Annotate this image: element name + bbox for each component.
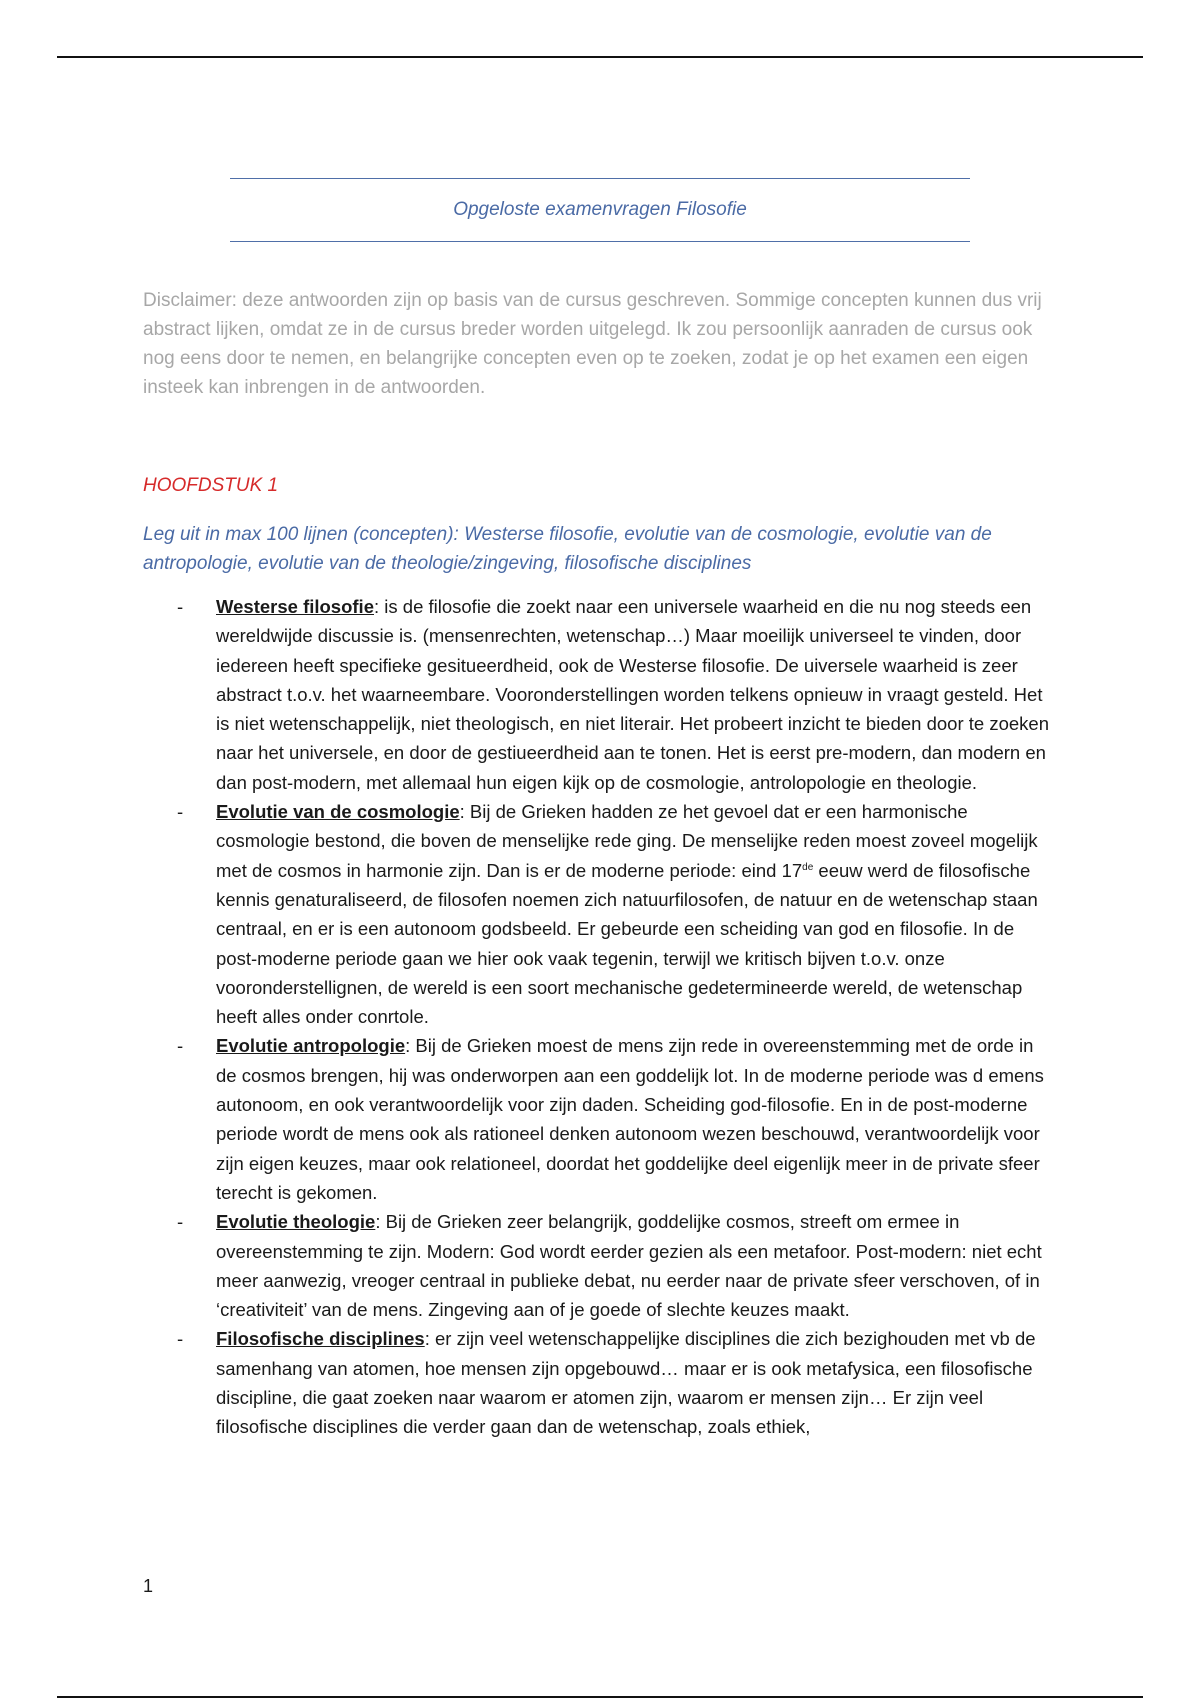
answer-term: Evolutie antropologie xyxy=(216,1035,406,1057)
answer-text: : Bij de Grieken moest de mens zijn rede in overeenstemming met de orde in de cosmos brengen, hij was onderworpen aan een goddelijk lot. In de moderne periode was d emens autonoom, en ook verantwoordelijk voor zijn daden. Scheiding god-filosofie. En in de post-moderne periode wordt de mens ook als rationeel denken autonoom wezen beschouwd, verantwoordelijk voor zijn eigen keuzes, maar ook relationeel, doordat het goddelijke deel eigenlijk meer in de private sfeer terecht is gekomen. xyxy=(216,1035,1044,1203)
answer-term: Westerse filosofie xyxy=(216,596,374,617)
answer-text: : Bij de Grieken hadden ze het gevoel dat er een harmonische cosmologie bestond, die boven de menselijke rede ging. De menselijke reden moest zoveel mogelijk met de cosmos in harmonie zijn. Dan is er de moderne periode: eind 17 xyxy=(216,801,1038,881)
answer-item-evolutie-antropologie xyxy=(143,1031,1058,1207)
exam-question: Leg uit in max 100 lijnen (concepten): Westerse filosofie, evolutie van de cosmologie, evolutie van de antropologie, evolutie van de theologie/zingeving, filosofische disciplines xyxy=(143,524,992,574)
page-bottom-rule xyxy=(57,1696,1143,1698)
ordinal-superscript: de xyxy=(802,861,814,873)
chapter-heading: HOOFDSTUK 1 xyxy=(143,475,279,496)
page-number: 1 xyxy=(143,1576,154,1596)
answer-text: : er zijn veel wetenschappelijke disciplines die zich bezighouden met vb de samenhang van atomen, hoe mensen zijn opgebouwd… maar er is ook metafysica, een filosofische discipline, die gaat zoeken naar waarom er atomen zijn, waarom er mensen zijn… Er zijn veel filosofische disciplines die verder gaan dan de wetenschap, zoals ethiek, xyxy=(216,1328,1036,1438)
answer-term: Filosofische disciplines xyxy=(216,1328,425,1350)
answer-item-evolutie-cosmologie xyxy=(143,797,1058,1031)
answer-item-filosofische-disciplines xyxy=(143,1324,1058,1441)
answer-item-westerse-filosofie xyxy=(143,592,1058,797)
answer-term: Evolutie van de cosmologie xyxy=(216,801,460,823)
bullet-dash: - xyxy=(177,1211,184,1233)
bullet-dash: - xyxy=(177,801,184,823)
answer-text: : Bij de Grieken zeer belangrijk, goddelijke cosmos, streeft om ermee in overeenstemming te zijn. Modern: God wordt eerder gezien als een metafoor. Post-modern: niet echt meer aanwezig, vreoger centraal in publieke debat, nu eerder naar de private sfeer verschoven, of in ‘creativiteit’ van de mens. Zingeving aan of je goede of slechte keuzes maakt. xyxy=(216,1211,1042,1321)
bullet-dash: - xyxy=(177,1328,184,1350)
answer-item-evolutie-theologie xyxy=(143,1207,1058,1324)
page-top-rule xyxy=(57,56,1143,58)
bullet-dash: - xyxy=(177,1035,184,1057)
bullet-dash: - xyxy=(177,596,184,617)
answer-term: Evolutie theologie xyxy=(216,1211,376,1233)
disclaimer-paragraph: Disclaimer: deze antwoorden zijn op basis van de cursus geschreven. Sommige concepten kunnen dus vrij abstract lijken, omdat ze in de cursus breder worden uitgelegd. Ik zou persoonlijk aanraden de cursus ook nog eens door te nemen, en belangrijke concepten even op te zoeken, zodat je op het examen een eigen insteek kan inbrengen in de antwoorden. xyxy=(143,290,1042,398)
document-title: Opgeloste examenvragen Filosofie xyxy=(453,199,747,220)
title-rule-bottom xyxy=(230,241,970,242)
answer-text-continued: eeuw werd de filosofische kennis genaturaliseerd, de filosofen noemen zich natuurfilosofen, de natuur en de wetenschap staan centraal, en er is een autonoom godsbeeld. Er gebeurde een scheiding van god en filosofie. In de post-moderne periode gaan we hier ook vaak tegenin, terwijl we kritisch bijven t.o.v. onze vooronderstellignen, de wereld is een soort mechanische gedetermineerde wereld, de wetenschap heeft alles onder conrtole. xyxy=(216,859,1038,1028)
answer-text: : is de filosofie die zoekt naar een universele waarheid en die nu nog steeds een wereldwijde discussie is. (mensenrechten, wetenschap…) Maar moeilijk universeel te vinden, door iedereen heeft specifieke gesitueerdheid, ook de Westerse filosofie. De uiversele waarheid is zeer abstract t.o.v. het waarneembare. Vooronderstellingen worden telkens opnieuw in vraagt gesteld. Het is niet wetenschappelijk, niet theologisch, en niet literair. Het probeert inzicht te bieden door te zoeken naar het universele, en door de gestiueerdheid aan te tonen. Het is eerst pre-modern, dan modern en dan post-modern, met allemaal hun eigen kijk op de cosmologie, antrolopologie en theologie. xyxy=(216,596,1049,793)
document-body xyxy=(143,286,1058,1442)
title-block xyxy=(230,178,970,242)
answer-list xyxy=(143,592,1058,1442)
